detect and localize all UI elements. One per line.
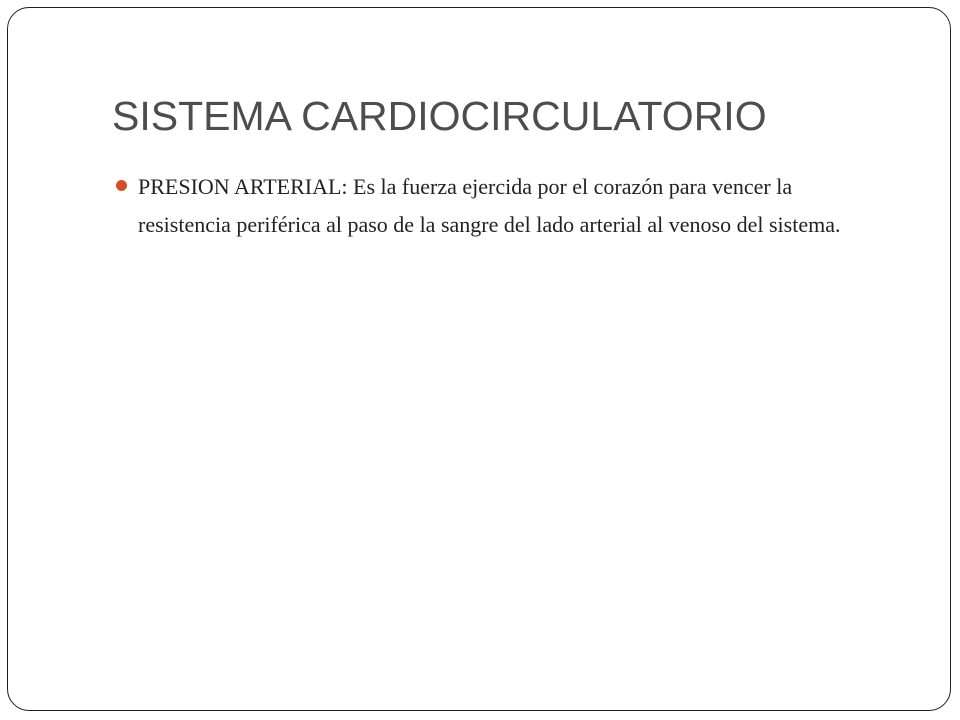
slide-title: SISTEMA CARDIOCIRCULATORIO: [112, 93, 767, 139]
bullet-text: PRESION ARTERIAL: Es la fuerza ejercida por el corazón para vencer la resistencia periférica al paso de la sangre del lado arterial al venoso del sistema.: [138, 174, 841, 237]
bullet-list: [116, 168, 876, 244]
bullet-dot-icon: [116, 180, 127, 191]
slide-frame: [7, 7, 951, 711]
bullet-item: [116, 168, 876, 244]
